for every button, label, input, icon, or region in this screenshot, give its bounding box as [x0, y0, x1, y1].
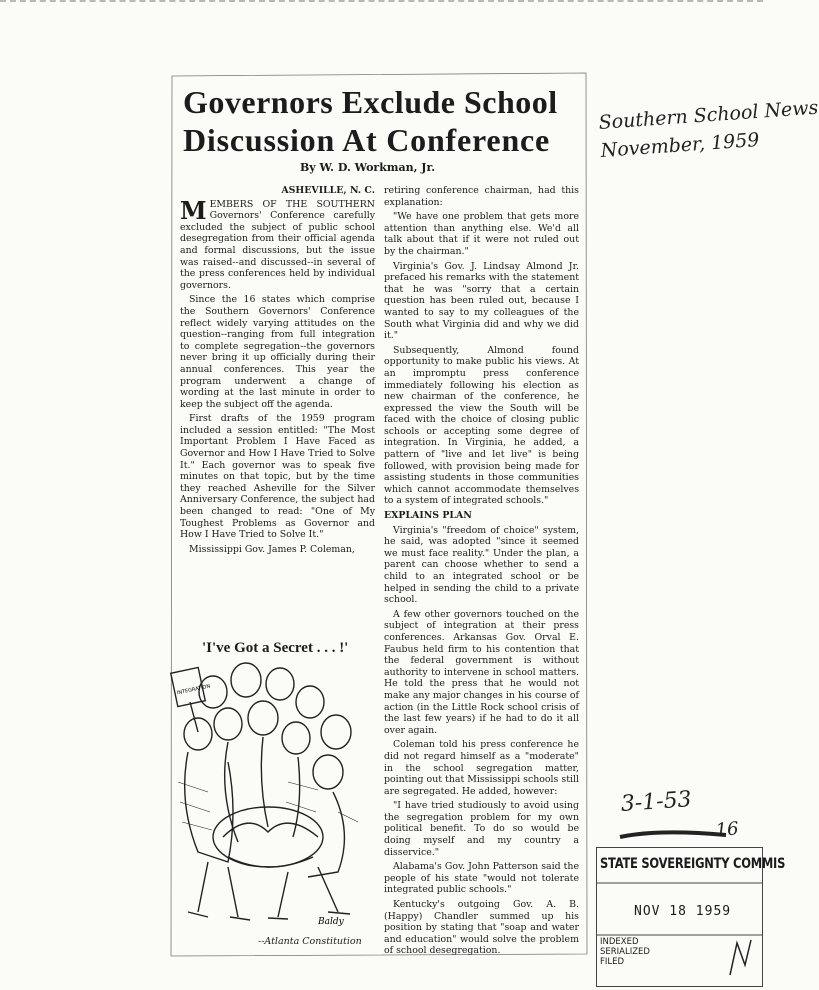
- stamp-date: NOV 18 1959: [634, 904, 732, 919]
- col2-paragraph-2: "We have one problem that gets more attention than anything else. We'd all talk about that if it were not ruled out by the chairman.": [384, 211, 579, 257]
- col1-paragraph-3: First drafts of the 1959 program included a session entitled: "The Most Important Problem I Have Faced as Governor and How I Have Tried to Solve It." Each governor was to speak five minutes on that topic, but by the time they reached Asheville for the Silver Anniversary Conference, the subject had been changed to read: "One of My Toughest Problems as Governor and How I Have Tried to Solve It.": [180, 413, 375, 541]
- col2-paragraph-5: Virginia's "freedom of choice" system, he said, was adopted "since it seemed we must face reality." Under the plan, a parent can choose whether to send a child to an integrated school or be helped in sending the child to a private school.: [384, 524, 579, 606]
- stamp-option-indexed: INDEXED: [600, 937, 639, 947]
- handwritten-date: November, 1959: [600, 128, 761, 162]
- headline-line2: Discussion At Conference: [183, 122, 551, 158]
- headline-line1: Governors Exclude School: [183, 84, 558, 120]
- drop-cap: M: [180, 195, 207, 225]
- stamp-initials: [725, 935, 755, 980]
- col1-paragraph-2: Since the 16 states which comprise the Southern Governors' Conference reflect widely varying attitudes on the question--ranging from full integration to complete segregation--the governors never bring it up officially during their annual conferences. This year the program underwent a change of wording at the last minute in order to keep the subject off the agenda.: [180, 294, 375, 410]
- col1-paragraph-4: Mississippi Gov. James P. Coleman,: [189, 543, 355, 555]
- cartoon-illustration: [168, 662, 374, 932]
- col2-paragraph-9: Alabama's Gov. John Patterson said the people of his state "would not tolerate integrated public schools.": [384, 861, 579, 896]
- strike-mark: [618, 825, 728, 845]
- stamp-option-filed: FILED: [600, 957, 625, 967]
- cartoon-signature: Baldy: [318, 917, 344, 927]
- byline: By W. D. Workman, Jr.: [300, 161, 436, 174]
- stamp-option-serialized: SERIALIZED: [600, 947, 650, 957]
- col2-paragraph-4: Subsequently, Almond found opportunity to make public his views. At an impromptu press conference immediately following his election as new chairman of the conference, he expressed the view the South will be faced with the choice of closing public schools or accepting some degree of integration. In Virginia, he added, a pattern of "live and let live" is being followed, with provision being made for assisting students in those communities which cannot accommodate themselves to a system of integrated schools.": [384, 344, 579, 507]
- handwritten-number: 16: [715, 818, 740, 841]
- cartoon-sign-text: INTEGRATION: [176, 683, 211, 697]
- stamp-options: [600, 937, 650, 967]
- dateline: ASHEVILLE, N. C.: [281, 185, 375, 196]
- subheading-explains-plan: EXPLAINS PLAN: [384, 510, 472, 522]
- cartoon-title: 'I've Got a Secret . . . !': [202, 640, 349, 656]
- col2-paragraph-6: A few other governors touched on the subject of integration at their press conferences. Arkansas Gov. Orval E. Faubus held firm to his contention that the federal government is without authority to intervene in school matters. He told the press that he would not make any major changes in his course of action (in the Little Rock school crisis of the last few years) if he had to do it all over again.: [384, 608, 579, 736]
- article-column-1: [180, 185, 375, 558]
- col2-paragraph-10: Kentucky's outgoing Gov. A. B. (Happy) Chandler summed up his position by stating that "soap and water and education" would solve the problem of school desegregation.: [384, 899, 579, 957]
- stamp-title: STATE SOVEREIGNTY COMMIS: [600, 856, 786, 872]
- handwritten-file-number: 3-1-53: [620, 787, 693, 817]
- col2-paragraph-1: retiring conference chairman, had this explanation:: [384, 185, 579, 208]
- page-top-border: [0, 0, 763, 6]
- col2-paragraph-8: "I have tried studiously to avoid using the segregation problem for my own political benefit. To do so would be doing myself and my country a disservice.": [384, 800, 579, 858]
- article-column-2: [384, 185, 579, 960]
- col2-paragraph-7: Coleman told his press conference he did not regard himself as a "moderate" in the school segregation matter, pointing out that Mississippi schools still are segregated. He added, however:: [384, 739, 579, 797]
- handwritten-source: Southern School News: [598, 96, 819, 134]
- cartoon-credit: --Atlanta Constitution: [258, 936, 362, 947]
- col1-paragraph-1: MEMBERS OF THE SOUTHERN Governors' Conference carefully excluded the subject of public school desegregation from their official agenda and formal discussions, but the issue was raised--and discussed--in several of the press conferences held by individual governors.: [180, 195, 375, 291]
- col2-paragraph-3: Virginia's Gov. J. Lindsay Almond Jr. prefaced his remarks with the statement that he was "sorry that a certain question has been ruled out, because I wanted to say to my colleagues of the South what Virginia did and why we did it.": [384, 260, 579, 342]
